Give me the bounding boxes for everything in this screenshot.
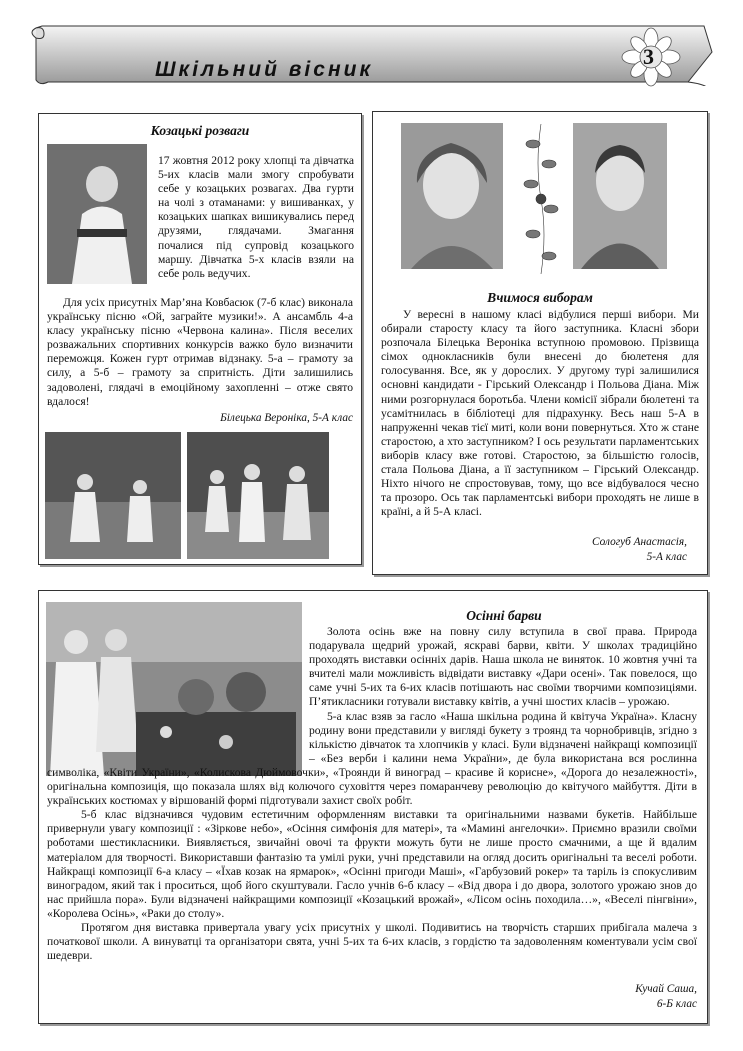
dance-photo bbox=[45, 432, 181, 559]
article-author: Сологуб Анастасія, bbox=[592, 536, 687, 548]
performers-photo bbox=[187, 432, 329, 559]
boy-portrait-photo bbox=[573, 123, 667, 269]
article-paragraph: У вересні в нашому класі відбулися перші вибори. Ми обирали старосту класу та його заступника. Класні збори розпочала Білецька Вероніка вступною промовою. Прізвища сімох однокласників були внесені до бюлетеня для голосування. Все, як у дорослих. У другому турі залишилися основні кандидати - Гірський Олександр і Польова Діана. Між ними розгорнулася боротьба. Члени комісії зібрали бюлетені та усамітнилась в бібліотеці для підрахунку. Весь наш 5-А в напруженні чекав тієї миті, коли вони повернуться. Хто ж стане старостою, а хто заступником? І ось результати парламентських виборів класу вже готові. Старостою, за більшістю голосів, стала Польова Діана, а її заступником – Гірський Олександр. Ніхто нічого не спростовував, тому, що все відбувалося чесно та прозоро. Ось так парламентські вибори проходять не лише в країні, а й 5-А класі. bbox=[381, 308, 699, 519]
floral-divider-icon bbox=[515, 124, 567, 274]
article-paragraph: 5-б клас відзначився чудовим естетичним оформленням виставки та оригінальними назвами букетів. Найбільше привернули увагу композиції : «Зіркове небо», «Осіння симфонія для матері», та «Мамині ангелочки». Приємно вразили своїми роботами шестикласники. Виявляється, звичайні овочі та фрукти можуть бути не лише просто смачними, а ще й вдалим матеріалом для творчості. Використавши фантазію та умілі руки, учні представили на огляд досить оригінальні та веселі роботи. Найкращі композиції 6-а класу – «Їхав козак на ярмарок», «Осінні пригоди Маші», «Гарбузовий рокер» та таріль із спокусливим виноградом, який так і проситься, щоб його скуштували. Гасло учнів 6-б класу – «Від двора і до двора, золотого урожаю знов до нас прийшла пора». Були відзначені найкращими композиції «Козацький врожай», «Лісом осінь походила…», «Веселі пінгвіни», «Королева Осінь», «Раки до столу». bbox=[47, 808, 697, 920]
girl-portrait-photo bbox=[401, 123, 503, 269]
article-author: Білецька Вероніка, 5-А клас bbox=[220, 412, 353, 424]
newsletter-title: Шкільний вісник bbox=[155, 58, 374, 81]
article-author: Кучай Саша, bbox=[635, 983, 697, 995]
article-paragraph: Золота осінь вже на повну силу вступила в свої права. Природа подарувала щедрий урожай, яскраві барви, квіти. У школах традиційно проходять виставки осінніх дарів. Наша школа не виняток. 10 жовтня учні та вчителі мали можливість відвідати виставку «Дари осені». Так повелося, що саме учні 5-их та 6-их класів потішають нас своїми творчими композиціями. П’ятикласники готували виставку квітів, а учні шостих класів – урожаю. bbox=[309, 625, 697, 709]
article-title: Козацькі розваги bbox=[150, 123, 250, 138]
article-paragraph: Для усіх присутніх Мар’яна Ковбасюк (7-б клас) виконала українську пісню «Ой, заграйте музики!». А ансамбль 4-а класу українську пісню «Червона калина». Після веселих розважальних спортивних конкурсів важко було визначити переможця. Кожен гурт отримав відзнаку. 5-а – грамоту за силу, а 5-б – грамоту за спритність. Діти залишились задоволені, глядачі в емоційному захопленні – отже свято вдалося! bbox=[47, 296, 353, 408]
singing-girl-photo bbox=[47, 144, 147, 284]
page-number: 3 bbox=[643, 44, 654, 69]
article-vchymosia-vyboram bbox=[372, 111, 708, 575]
article-author-class: 6-Б клас bbox=[656, 998, 697, 1010]
article-osinni-barvy bbox=[38, 590, 708, 1024]
article-body bbox=[47, 625, 697, 963]
article-kozatski-rozvahy bbox=[38, 113, 362, 565]
article-author-class: 5-А клас bbox=[646, 551, 687, 563]
article-paragraph: 5-а клас взяв за гасло «Наша шкільна родина й квітуча Україна». Класну родину вони представили у вигляді букету з троянд та чорнобривців, згідно з кількістю дівчаток та хлопчиків у класі. Були відзначені найкращі композиції – «Без верби і калини нема України», де була використана вся рослинна символіка, «Квіти України», «Колискова Дюймовочки», «Троянди й виноград – красиве й корисне», «Дорога до незалежності», оригінальна композиція, що показала шлях від колючого суховіття через помаранчеву революцію до квітучого майбуття. Діти в українських костюмах у віршованій формі підготували захист своїх робіт. bbox=[47, 709, 697, 808]
article-paragraph: Протягом дня виставка привертала увагу усіх присутніх у школі. Подивитись на творчість старших прибігала малеча з початкової школи. А винуватці та організатори свята, учні 5-их та 6-их класів, з гордістю та задоволенням коментували усім свої шедеври. bbox=[47, 920, 697, 963]
article-title: Вчимося виборам bbox=[487, 290, 593, 305]
article-paragraph: 17 жовтня 2012 року хлопці та дівчатка 5-их класів мали змогу спробувати себе у козацьких розвагах. Два гурти на чолі з отаманами: у вишиванках, у козацьких шапках вишикувались перед друзями, глядачами. Змагання почалися під супровід козацького маршу. Дівчатка 5-х класів взяли на себе роль ведучих. bbox=[158, 154, 354, 280]
article-title: Осінні барви bbox=[466, 608, 542, 623]
